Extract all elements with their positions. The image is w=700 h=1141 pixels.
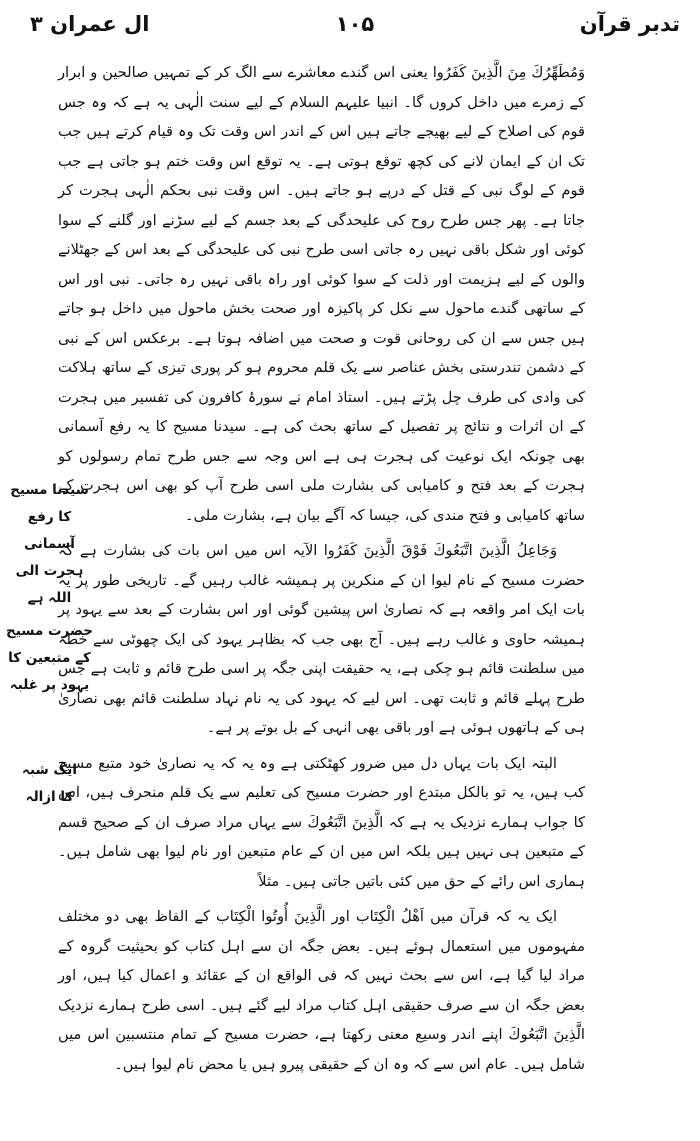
paragraph-ascension: وَمُطَهِّرُكَ مِنَ الَّذِينَ كَفَرُوا یعنی اس گندے معاشرے سے الگ کر کے تمہیں صالحین و ابرار کے زمرے میں داخل کروں گا۔ انبیا علیہم السلام کے لیے سنت الٰہی یہ ہے کہ وہ جس قوم کی اصلاح کے لیے بھیجے جاتے ہیں اس کے اندر اس وقت تک وہ قیام کرتے ہیں جب تک ان کے ایمان لانے کی کچھ توقع ہوتی ہے۔ یہ توقع اس وقت ختم ہو جاتی ہے جب قوم کے لوگ نبی کے قتل کے درپے ہو جاتے ہیں۔ اس وقت نبی بحکم الٰہی ہجرت کر جاتا ہے۔ پھر جس طرح روح کی علیحدگی کے بعد جسم کے لیے سڑنے اور گلنے کے سوا کوئی اور شکل باقی نہیں رہ جاتی اسی طرح نبی کی علیحدگی کے بعد اس کے جھٹلانے والوں کے لیے ہزیمت اور ذلت کے سوا کوئی اور راہ باقی نہیں رہ جاتی۔ نبی اور اس کے ساتھی گندے ماحول سے نکل کر پاکیزہ اور صحت بخش ماحول میں داخل ہو جاتے ہیں جس سے ان کی روحانی قوت و صحت میں اضافہ ہوتا ہے۔ برعکس اس کے نبی کے دشمن تندرستی بخش عناصر سے یک قلم محروم ہو کر پوری تیزی کے ساتھ ہلاکت کی وادی کی طرف چل پڑتے ہیں۔ استاذ امام نے سورۂ کافرون کی تفسیر میں ہجرت کے ان اثرات و نتائج پر تفصیل کے ساتھ بحث کی ہے۔ سیدنا مسیح کا یہ رفع آسمانی بھی چونکہ ایک نوعیت کی ہجرت ہی ہے اس وجہ سے جس طرح تمام رسولوں کو ہجرت کے بعد فتح و کامیابی کی بشارت ملی اسی طرح آپ کو بھی اس ہجرت کے ساتھ کامیابی و فتح مندی کی، جیسا کہ آگے بیان ہے، بشارت ملی۔	[58, 64, 585, 524]
paragraph-followers: وَجَاعِلُ الَّذِينَ اتَّبَعُوكَ فَوْقَ الَّذِينَ كَفَرُوا الآیہ اس میں اس بات کی بشارت ہے کہ حضرت مسیح کے نام لیوا ان کے منکرین پر ہمیشہ غالب رہیں گے۔ تاریخی طور پر یہ بات ایک امر واقعہ ہے کہ نصاریٰ اس پیشین گوئی اور اس بشارت کے بعد سے یہود پر ہمیشہ حاوی و غالب رہے ہیں۔ آج بھی جب کہ بظاہر یہود کی ایک چھوٹی سے خطہ میں سلطنت قائم ہو چکی ہے، یہ حقیقت اپنی جگہ پر اسی طرح قائم و ثابت ہے جس طرح پہلے قائم و ثابت تھی۔ اس لیے کہ یہود کی یہ نام نہاد سلطنت قائم بھی نصاریٰ ہی کے ہاتھوں ہوئی ہے اور باقی بھی انہی کے بل بوتے پر ہے۔	[58, 542, 585, 736]
margin-note-line: حضرت مسیح	[5, 623, 94, 639]
margin-note-line: سیدنا مسیح	[10, 482, 89, 498]
paragraph-people-of-book: ایک یہ کہ قرآن میں اَهْلُ الْكِتَاب اور الَّذِينَ أُوتُوا الْكِتَاب کے الفاظ بھی دو مختلف مفہوموں میں استعمال ہوئے ہیں۔ بعض جگہ ان سے اہل کتاب کو بحیثیت گروہ کے مراد لیا گیا ہے، اس سے بحث نہیں کہ فی الواقع ان کے عقائد و اعمال کیا ہیں، اور بعض جگہ ان سے صرف حقیقی اہل کتاب مراد لیے گئے ہیں۔ اسی طرح ہمارے نزدیک الَّذِينَ اتَّبَعُوكَ اپنے اندر وسیع معنی رکھتا ہے، حضرت مسیح کے تمام منتسبین اس میں شامل ہیں۔ عام اس سے کہ وہ ان کے حقیقی پیرو ہیں یا محض نام لیوا ہیں۔	[58, 908, 585, 1073]
margin-note-line: ایک شبہ	[22, 762, 77, 778]
margin-note-line: کا ازالہ	[25, 789, 74, 805]
margin-note-line: یہود پر غلبہ	[9, 677, 90, 693]
margin-note-line: کا رفع آسمانی	[24, 509, 75, 552]
main-text	[58, 58, 585, 1079]
paragraph-doubt: البتہ ایک بات یہاں دل میں ضرور کھٹکتی ہے وہ یہ کہ یہ نصاریٰ خود متبع مسیح کب ہیں، یہ تو بالکل مبتدع اور حضرت مسیح کی تعلیم سے یک قلم منحرف ہیں، اس کا جواب ہمارے نزدیک یہ ہے کہ الَّذِينَ اتَّبَعُوكَ سے یہاں مراد صرف ان کے صحیح قسم کے متبعین ہی نہیں ہیں بلکہ اس میں ان کے عام متبعین اور نام لیوا بھی شامل ہیں۔ ہماری اس رائے کے حق میں کئی باتیں جاتی ہیں۔ مثلاً	[58, 754, 585, 890]
book-title: تدبر قرآن	[579, 12, 680, 36]
surah-name: ال عمران ۳	[30, 12, 150, 36]
margin-note-line: کے متبعین کا	[8, 650, 91, 666]
margin-note-ascension	[2, 477, 97, 612]
page-header	[30, 12, 680, 52]
margin-note-line: ہجرت الی اللہ ہے	[15, 563, 84, 606]
margin-note-doubt	[2, 757, 97, 811]
margin-note-followers	[2, 618, 97, 699]
page-number: ۱۰۵	[335, 12, 375, 36]
